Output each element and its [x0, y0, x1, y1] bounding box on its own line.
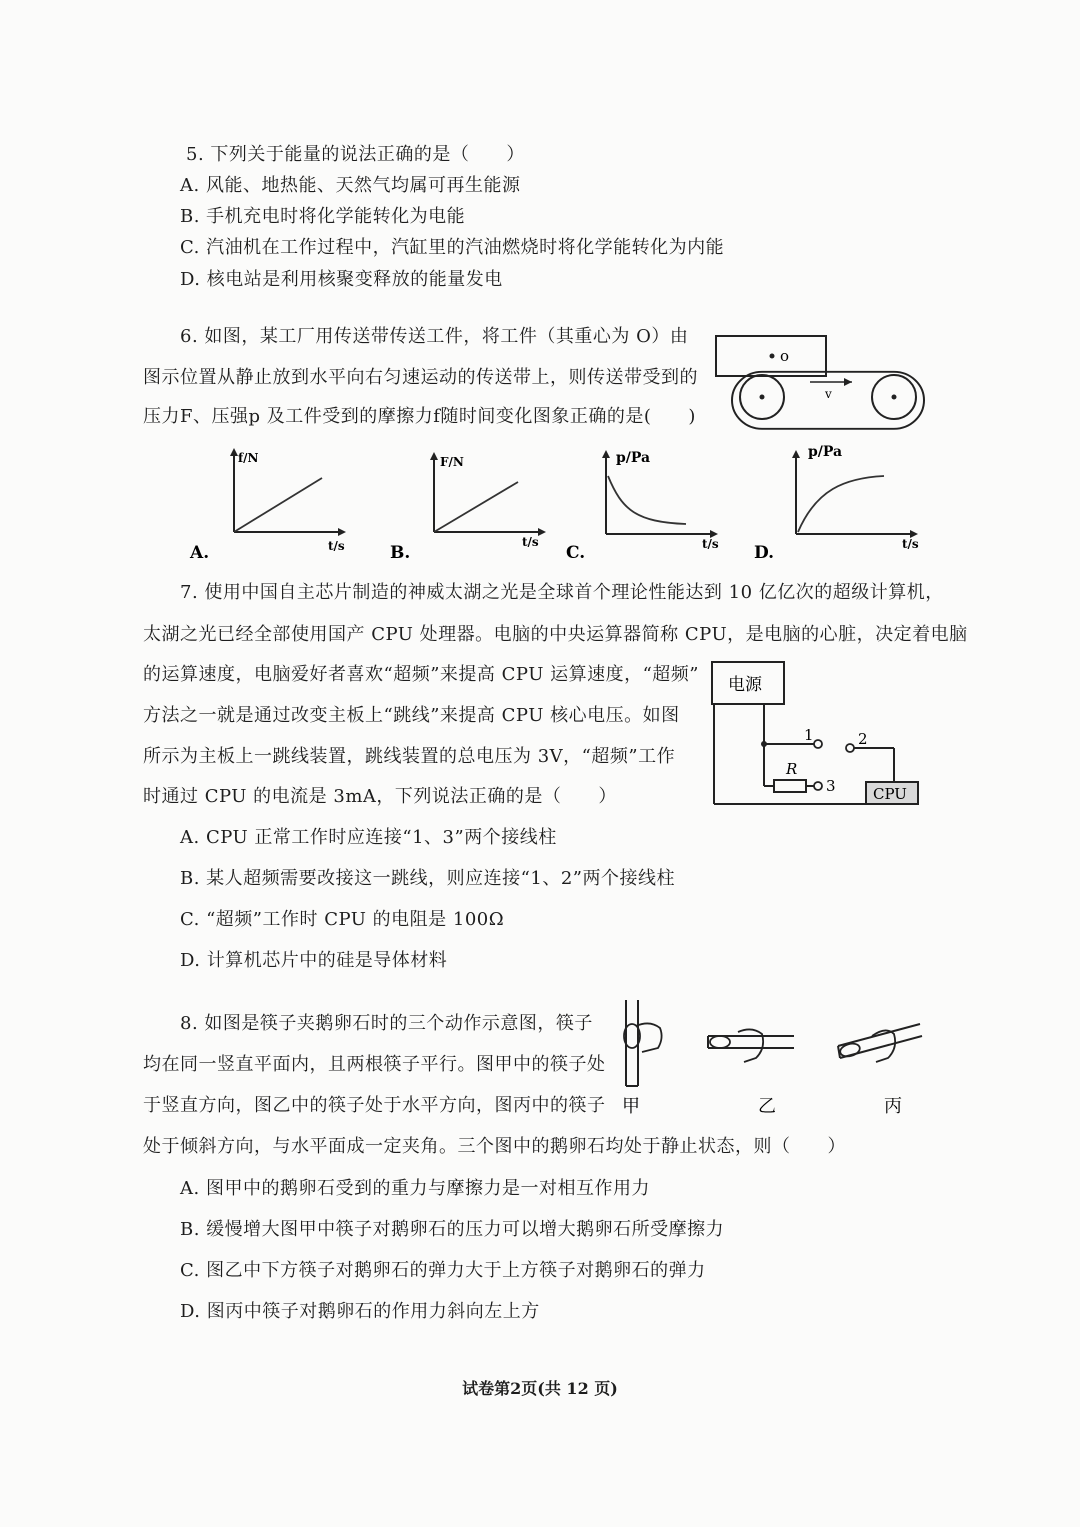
- q8-stem-line-1: 8. 如图是筷子夹鹅卵石时的三个动作示意图，筷子: [180, 1013, 593, 1034]
- graph-b-ylabel: F/N: [440, 455, 464, 469]
- graph-a: [190, 440, 370, 569]
- graph-a-option: A.: [190, 543, 210, 563]
- q5-stem: 5. 下列关于能量的说法正确的是（ ）: [186, 144, 525, 165]
- label-bing: 丙: [884, 1096, 902, 1117]
- q5-option-a: A. 风能、地热能、天然气均属可再生能源: [180, 175, 521, 196]
- center-of-gravity-label: o: [780, 347, 790, 365]
- pebble-yi: [710, 1036, 730, 1048]
- graph-a-ylabel: f/N: [238, 451, 259, 465]
- graph-c-ylabel: p/Pa: [616, 450, 651, 466]
- terminal-1: [814, 740, 822, 748]
- label-jia: 甲: [622, 1096, 640, 1117]
- graph-d-option: D.: [754, 543, 775, 563]
- q6-stem-line-1: 6. 如图，某工厂用传送带传送工件，将工件（其重心为 O）由: [180, 326, 689, 347]
- graph-b-option: B.: [390, 543, 411, 563]
- q7-stem-line-2: 太湖之光已经全部使用国产 CPU 处理器。电脑的中央运算器简称 CPU，是电脑的心脏，决定着电脑: [143, 624, 968, 645]
- q6-stem-line-3: 压力F、压强p 及工件受到的摩擦力f随时间变化图象正确的是( ): [143, 406, 696, 427]
- graph-d-curve: [798, 476, 884, 532]
- graph-c-xlabel: t/s: [702, 537, 719, 551]
- graph-a-xlabel: t/s: [328, 539, 345, 553]
- resistor-r: [774, 780, 806, 792]
- q8-stem-line-4: 处于倾斜方向，与水平面成一定夹角。三个图中的鹅卵石均处于静止状态，则（ ）: [143, 1136, 846, 1157]
- q7-stem-line-5: 所示为主板上一跳线装置，跳线装置的总电压为 3V，“超频”工作: [143, 746, 676, 767]
- q8-option-b: B. 缓慢增大图甲中筷子对鹅卵石的压力可以增大鹅卵石所受摩擦力: [180, 1219, 725, 1240]
- q8-stem-line-3: 于竖直方向，图乙中的筷子处于水平方向，图丙中的筷子: [143, 1095, 606, 1116]
- q6-stem-line-2: 图示位置从静止放到水平向右匀速运动的传送带上，则传送带受到的: [143, 367, 698, 388]
- q5-option-d: D. 核电站是利用核聚变释放的能量发电: [180, 269, 503, 290]
- graph-b-curve: [434, 482, 518, 532]
- q5-option-c: C. 汽油机在工作过程中，汽缸里的汽油燃烧时将化学能转化为内能: [180, 237, 725, 258]
- chopsticks-figure-jia: [612, 998, 672, 1126]
- q7-stem-line-3: 的运算速度，电脑爱好者喜欢“超频”来提高 CPU 运算速度，“超频”: [143, 664, 699, 685]
- graph-a-curve: [234, 478, 322, 532]
- jumper-circuit-figure: [710, 660, 925, 814]
- q7-option-a: A. CPU 正常工作时应连接“1、3”两个接线柱: [180, 827, 557, 848]
- graph-b-xlabel: t/s: [522, 535, 539, 549]
- graph-b: [390, 440, 570, 569]
- chopsticks-figure-yi: [704, 1022, 804, 1126]
- terminal-2: [846, 744, 854, 752]
- chopsticks-figure-bing: [832, 1018, 932, 1126]
- terminal-2-label: 2: [858, 730, 868, 748]
- q7-option-d: D. 计算机芯片中的硅是导体材料: [180, 950, 448, 971]
- graph-d-ylabel: p/Pa: [808, 444, 843, 460]
- label-yi: 乙: [758, 1096, 776, 1117]
- graph-c: [566, 440, 746, 569]
- q7-stem-line-1: 7. 使用中国自主芯片制造的神威太湖之光是全球首个理论性能达到 10 亿亿次的超级计算机，: [180, 582, 944, 603]
- terminal-3-label: 3: [826, 777, 836, 795]
- resistor-label: R: [786, 760, 798, 778]
- graph-c-option: C.: [566, 543, 586, 563]
- terminal-1-label: 1: [804, 726, 814, 744]
- graph-d-xlabel: t/s: [902, 537, 919, 551]
- terminal-3: [814, 782, 822, 790]
- q8-option-c: C. 图乙中下方筷子对鹅卵石的弹力大于上方筷子对鹅卵石的弹力: [180, 1260, 706, 1281]
- q8-option-d: D. 图丙中筷子对鹅卵石的作用力斜向左上方: [180, 1301, 540, 1322]
- q7-option-c: C. “超频”工作时 CPU 的电阻是 100Ω: [180, 909, 505, 930]
- q8-stem-line-2: 均在同一竖直平面内，且两根筷子平行。图甲中的筷子处: [143, 1054, 606, 1075]
- q5-option-b: B. 手机充电时将化学能转化为电能: [180, 206, 466, 227]
- velocity-label: v: [825, 387, 832, 401]
- conveyor-belt-figure: [712, 332, 932, 436]
- cpu-label: CPU: [873, 785, 907, 803]
- q7-stem-line-6: 时通过 CPU 的电流是 3mA，下列说法正确的是（ ）: [143, 786, 617, 807]
- graph-d: [754, 440, 934, 569]
- q7-stem-line-4: 方法之一就是通过改变主板上“跳线”来提高 CPU 核心电压。如图: [143, 705, 680, 726]
- graph-c-curve: [608, 476, 686, 524]
- q8-option-a: A. 图甲中的鹅卵石受到的重力与摩擦力是一对相互作用力: [180, 1178, 650, 1199]
- q7-option-b: B. 某人超频需要改接这一跳线，则应连接“1、2”两个接线柱: [180, 868, 675, 889]
- hand-yi: [738, 1029, 763, 1062]
- page-footer: 试卷第2页(共 12 页): [462, 1379, 618, 1398]
- power-label: 电源: [728, 675, 762, 695]
